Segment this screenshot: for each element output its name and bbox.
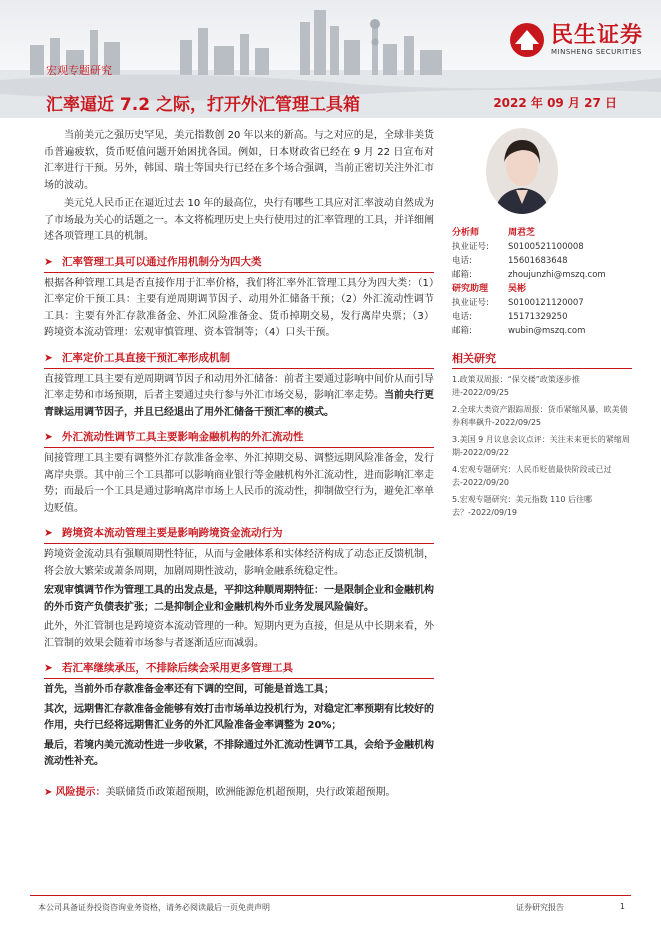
analyst-role: 研究助理: [452, 284, 489, 294]
analyst-name: 周君芝: [508, 228, 536, 238]
analyst-role: 分析师: [452, 228, 480, 238]
section-heading: ➤ 若汇率继续承压，不排除后续会采用更多管理工具: [44, 660, 434, 679]
related-research-item[interactable]: 2.全球大类资产跟踪周报：货币紧缩风暴，欧美债券利率飙升-2022/09/25: [452, 405, 628, 427]
report-category: 宏观专题研究: [46, 64, 112, 77]
analyst-photo: [486, 128, 558, 214]
intro-paragraph-1: 当前美元之强历史罕见，美元指数创 20 年以来的新高。与之对应的是，全球非美货币普遍疲软，货币贬值问题开始困扰各国。例如，日本财政省已经在 9 月 22 日宣布对汇率进行干预。另外，韩国、瑞士等国央行已经在多个场合强调，当前正密切关注外汇市场的波动。: [44, 130, 434, 191]
logo-chinese-name: 民生证券: [550, 23, 643, 48]
arrow-icon: ➤: [44, 431, 53, 443]
report-title: 汇率逼近 7.2 之际，打开外汇管理工具箱: [46, 95, 360, 115]
assistant-block: [452, 282, 632, 338]
field-label: 电话:: [452, 256, 472, 266]
section-paragraph: 首先，当前外币存款准备金率还有下调的空间，可能是首选工具；: [44, 684, 334, 695]
section-heading: ➤ 外汇流动性调节工具主要影响金融机构的外汇流动性: [44, 429, 434, 448]
arrow-icon: ➤: [44, 527, 53, 539]
field-label: 执业证号:: [452, 298, 489, 308]
arrow-icon: ➤: [44, 662, 53, 674]
related-research-item[interactable]: 3.美国 9 月议息会议点评：关注未来更长的紧缩周期-2022/09/22: [452, 435, 630, 457]
page-footer: [30, 895, 631, 912]
logo-english-name: MINSHENG SECURITIES: [550, 48, 642, 56]
phone-number: 15171329250: [508, 312, 568, 322]
section-paragraph: 跨境资金流动具有强顺周期性特征，从而与金融体系和实体经济构成了动态正反馈机制，将会放大繁荣或萧条周期，加剧周期性波动，影响金融系统稳定性。: [44, 549, 434, 577]
main-content: [44, 128, 434, 801]
related-research-title: 相关研究: [452, 350, 632, 369]
related-research-item[interactable]: 1.政策双周报：“保交楼”政策逐步推进-2022/09/25: [452, 375, 580, 397]
section-paragraph: 其次，远期售汇存款准备金能够有效打击市场单边投机行为，对稳定汇率预期有比较好的作用，央行已经将远期售汇业务的外汇风险准备金率调整为 20%；: [44, 703, 434, 731]
field-label: 邮箱:: [452, 326, 472, 336]
sidebar: [452, 128, 632, 519]
license-number: S0100121120007: [508, 298, 584, 308]
page-number: 1: [619, 902, 625, 911]
intro-paragraph-2: 美元兑人民币正在逼近过去 10 年的最高位，央行有哪些工具应对汇率波动自然成为了市场最为关心的话题之一。本文将梳理历史上央行使用过的汇率管理的工具，并详细阐述各项管理工具的机制。: [44, 198, 434, 242]
section-heading: ➤ 跨境资本流动管理主要是影响跨境资金流动行为: [44, 525, 434, 544]
section-heading: ➤ 汇率管理工具可以通过作用机制分为四大类: [44, 254, 434, 273]
company-logo: [509, 22, 643, 58]
risk-warning: ➤ 风险提示：美联储货币政策超预期，欧洲能源危机超预期，央行政策超预期。: [44, 786, 396, 798]
email-link[interactable]: wubin@mszq.com: [508, 326, 586, 336]
field-label: 电话:: [452, 312, 472, 322]
footer-doc-type: 证券研究报告: [516, 903, 564, 912]
section-paragraph: 根据各种管理工具是否直接作用于汇率价格，我们将汇率外汇管理工具分为四大类：（1）汇率定价干预工具：主要有逆周期调节因子、动用外汇储备干预；（2）外汇流动性调节工具：主要有外汇存款准备金、外汇风险准备金、货币掉期交易，发行离岸央票；（3）跨境资本流动管理：宏观审慎管理、资本管制等；（4）口头干预。: [44, 277, 434, 338]
related-research-item[interactable]: 4.宏观专题研究：人民币贬值最快阶段或已过去-2022/09/20: [452, 465, 612, 487]
section-paragraph: 宏观审慎调节作为管理工具的出发点是，平抑这种顺周期特征：一是限制企业和金融机构的外币资产负债表扩张；二是抑制企业和金融机构外币业务发展风险偏好。: [44, 585, 434, 613]
email-link[interactable]: zhoujunzhi@mszq.com: [508, 270, 606, 280]
arrow-icon: ➤: [44, 255, 53, 268]
analyst-block: [452, 226, 632, 282]
section-paragraph: 间接管理工具主要有调整外汇存款准备金率、外汇掉期交易、调整远期风险准备金，发行离岸央票。其中前三个工具都可以影响商业银行等金融机构外汇流动性，进而影响汇率走势；而最后一个工具是通过影响离岸市场上人民币的流动性，抑制做空行为，避免汇率单边贬值。: [44, 453, 434, 514]
section-paragraph: 直接管理工具主要有逆周期调节因子和动用外汇储备：前者主要通过影响中间价从而引导汇率走势和市场预期，后者主要通过央行参与外汇市场交易，影响汇率走势。当前央行更青睐运用调节因子，并且已经退出了用外汇储备干预汇率的模式。: [44, 373, 434, 418]
analyst-name: 吴彬: [508, 284, 527, 294]
report-date: 2022 年 09 月 27 日: [493, 96, 617, 110]
section-paragraph: 此外，外汇管制也是跨境资本流动管理的一种。短期内更为直接，但是从中长期来看，外汇管制的效果会随着市场参与者逐渐适应而减弱。: [44, 621, 434, 649]
arrow-icon: ➤: [44, 786, 56, 798]
section-paragraph: 最后，若境内美元流动性进一步收紧，不排除通过外汇流动性调节工具，会给予金融机构流动性补充。: [44, 739, 434, 767]
arrow-icon: ➤: [44, 351, 53, 364]
section-heading: ➤ 汇率定价工具直接干预汇率形成机制: [44, 350, 434, 369]
field-label: 执业证号:: [452, 242, 489, 252]
license-number: S0100521100008: [508, 242, 584, 252]
header-banner: [0, 0, 661, 118]
phone-number: 15601683648: [508, 256, 568, 266]
footer-disclaimer: 本公司具备证券投资咨询业务资格，请务必阅读最后一页免责声明: [38, 903, 270, 912]
related-research-item[interactable]: 5.宏观专题研究：美元指数 110 后往哪去？-2022/09/19: [452, 495, 592, 517]
field-label: 邮箱:: [452, 270, 472, 280]
minsheng-logo-icon: [509, 22, 545, 58]
